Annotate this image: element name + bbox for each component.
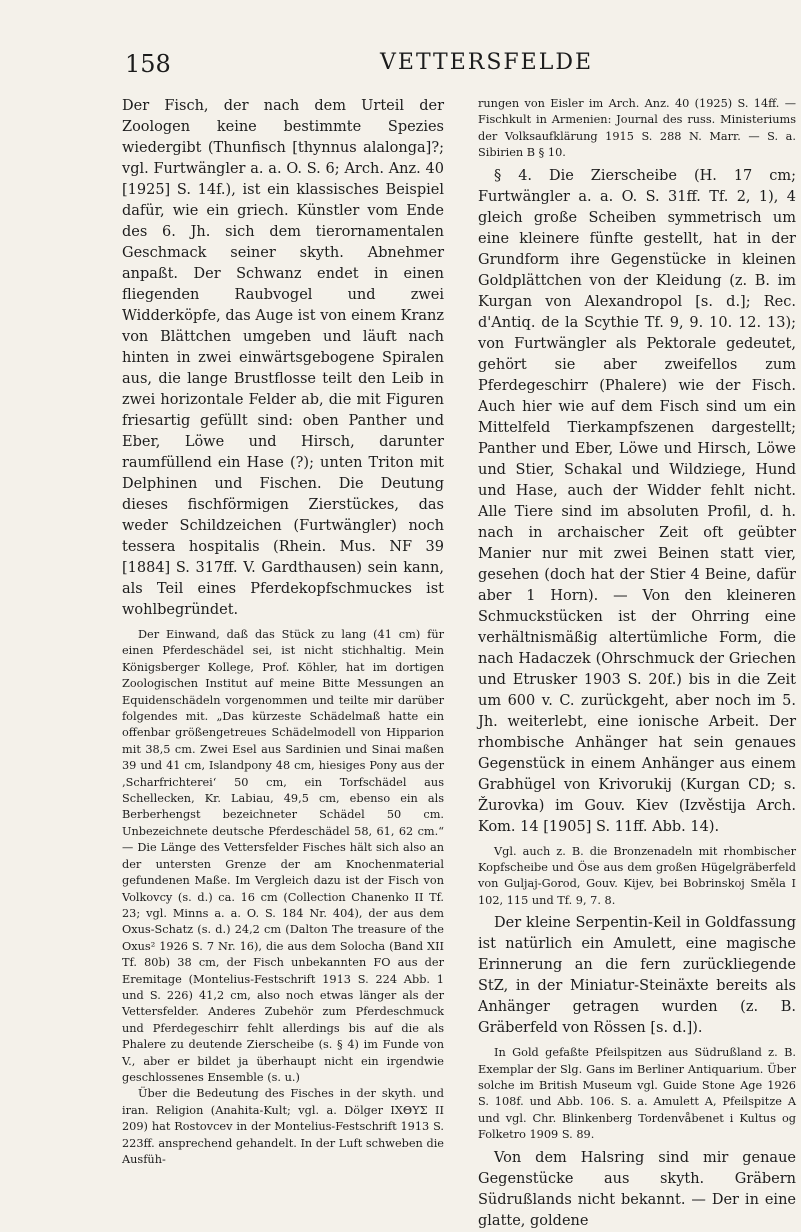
running-head: VETTERSFELDE: [380, 50, 594, 75]
body-paragraph: Der kleine Serpentin-Keil in Goldfassung ist natürlich ein Amulett, eine magische Erinnerung an die fern zurückliegende StZ, in der Miniatur-Steinäxte bereits als Anhänger getragen wurden (z. B. Gräberfeld von Rössen [s. d.]).: [478, 915, 796, 1037]
page-header: [125, 50, 753, 86]
footnote-paragraph: rungen von Eisler im Arch. Anz. 40 (1925) S. 14ff. — Fischkult in Armenien: Journal des russ. Ministeriums der Volksaufklärung 1915 S. 288 N. Marr. — S. a. Sibirien B § 10.: [478, 97, 796, 160]
body-paragraph: Von dem Halsring sind mir genaue Gegenstücke aus skyth. Gräbern Südrußlands nicht bekannt. — Der in eine glatte, goldene: [478, 1149, 796, 1229]
footnote-paragraph: Über die Bedeutung des Fisches in der skyth. und iran. Religion (Anahita-Kult; vgl. a. Dölger ΙΧΘΥΣ II 209) hat Rostovcev in der Montelius-Festschrift 1913 S. 223ff. ansprechend gehandelt. In der Luft schweben die Ausfüh-: [122, 1087, 444, 1166]
body-paragraph: Der Fisch, der nach dem Urteil der Zoologen keine bestimmte Spezies wiedergibt (Thunfisch [thynnus alalonga]?; vgl. Furtwängler a. a. O. S. 6; Arch. Anz. 40 [1925] S. 14f.), ist ein klassisches Beispiel dafür, wie ein griech. Künstler vom Ende des 6. Jh. sich dem tierornamentalen Geschmack seiner skyth. Abnehmer anpaßt. Der Schwanz endet in einen fliegenden Raubvogel und zwei Widderköpfe, das Auge ist von einem Kranz von Blättchen umgeben und läuft nach hinten in zwei einwärtsgebogene Spiralen aus, die lange Brustflosse teilt den Leib in zwei horizontale Felder ab, die mit Figuren friesartig gefüllt sind: oben Panther und Eber, Löwe und Hirsch, darunter raumfüllend ein Hase (?); unten Triton mit Delphinen und Fischen. Die Deutung dieses fischförmigen Zierstückes, das weder Schildzeichen (Furtwängler) noch tessera hospitalis (Rhein. Mus. NF 39 [1884] S. 317ff. V. Gardthausen) sein kann, als Teil eines Pferdekopfschmuckes ist wohlbegründet.: [122, 98, 444, 618]
footnote-paragraph: Vgl. auch z. B. die Bronzenadeln mit rhombischer Kopfscheibe und Öse aus dem großen Hügelgräberfeld von Guljaj-Gorod, Gouv. Kijev, bei Bobrinskoj Směla I 102, 115 und Tf. 9, 7. 8.: [478, 844, 796, 907]
footnote-paragraph: Der Einwand, daß das Stück zu lang (41 cm) für einen Pferdeschädel sei, ist nicht stichhaltig. Mein Königsberger Kollege, Prof. Köhler, hat im dortigen Zoologischen Institut auf meine Bitte Messungen an Equidenschädeln vorgenommen und teilte mir darüber folgendes mit. „Das kürzeste Schädelmaß hatte ein offenbar größengetreues Schädelmodell von Hipparion mit 38,5 cm. Zwei Esel aus Sardinien und Sinai maßen 39 und 41 cm, Islandpony 48 cm, hiesiges Pony aus der ‚Scharfrichterei‘ 50 cm, ein Torfschädel aus Schellecken, Kr. Labiau, 49,5 cm, ebenso ein als Berberhengst bezeichneter Schädel 50 cm. Unbezeichnete deutsche Pferdeschädel 58, 61, 62 cm.“ — Die Länge des Vettersfelder Fisches hält sich also an der untersten Grenze der am Knochenmaterial gefundenen Maße. Im Vergleich dazu ist der Fisch von Volkovcy (s. d.) ca. 16 cm (Collection Chanenko II Tf. 23; vgl. Minns a. a. O. S. 184 Nr. 404), der aus dem Oxus-Schatz (s. d.) 24,2 cm (Dalton The treasure of the Oxus² 1926 S. 7 Nr. 16), die aus dem Solocha (Band XII Tf. 80b) 38 cm, der Fisch unbekannten FO aus der Eremitage (Montelius-Festschrift 1913 S. 224 Abb. 1 und S. 226) 41,2 cm, also noch etwas länger als der Vettersfelder. Anderes Zubehör zum Pferdeschmuck und Pferdegeschirr fehlt allerdings bis auf die als Phalere zu deutende Zierscheibe (s. § 4) im Funde von V., aber er bildet ja überhaupt nicht ein irgendwie geschlossenes Ensemble (s. u.): [122, 628, 444, 1084]
page-number: 158: [125, 50, 171, 78]
footnote-paragraph: In Gold gefaßte Pfeilspitzen aus Südrußland z. B. Exemplar der Slg. Gans im Berliner Antiquarium. Über solche im British Museum vgl. Guide Stone Age 1926 S. 108f. und Abb. 106. S. a. Amulett A, Pfeilspitze A und vgl. Chr. Blinkenberg Tordenvåbenet i Kultus og Folketro 1909 S. 89.: [478, 1046, 796, 1142]
body-paragraph: § 4. Die Zierscheibe (H. 17 cm; Furtwängler a. a. O. S. 31ff. Tf. 2, 1), 4 gleich große Scheiben symmetrisch um eine kleinere fünfte gestellt, hat in der Grundform ihre Gegenstücke in kleinen Goldplättchen von der Kleidung (z. B. im Kurgan von Alexandropol [s. d.]; Rec. d'Antiq. de la Scythie Tf. 9, 9. 10. 12. 13); von Furtwängler als Pektorale gedeutet, gehört sie aber zweifellos zum Pferdegeschirr (Phalere) wie der Fisch. Auch hier wie auf dem Fisch sind um ein Mittelfeld Tierkampfszenen dargestellt; Panther und Eber, Löwe und Hirsch, Löwe und Stier, Schakal und Wildziege, Hund und Hase, auch der Widder fehlt nicht. Alle Tiere sind im absoluten Profil, d. h. nach in archaischer Zeit oft geübter Manier nur mit zwei Beinen statt vier, gesehen (doch hat der Stier 4 Beine, dafür aber 1 Horn). — Von den kleineren Schmuckstücken ist der Ohrring eine verhältnismäßig altertümliche Form, die nach Hadaczek (Ohrschmuck der Griechen und Etrusker 1903 S. 20f.) bis in die Zeit um 600 v. C. zurückgeht, aber noch im 5. Jh. weiterlebt, eine ionische Arbeit. Der rhombische Anhänger hat sein genaues Gegenstück in einem Anhänger aus einem Grabhügel von Krivorukij (Kurgan CD; s. Žurovka) im Gouv. Kiev (Izvěstija Arch. Kom. 14 [1905] S. 11ff. Abb. 14).: [478, 167, 796, 835]
right-column: [478, 96, 796, 1232]
left-column: [122, 96, 444, 1168]
